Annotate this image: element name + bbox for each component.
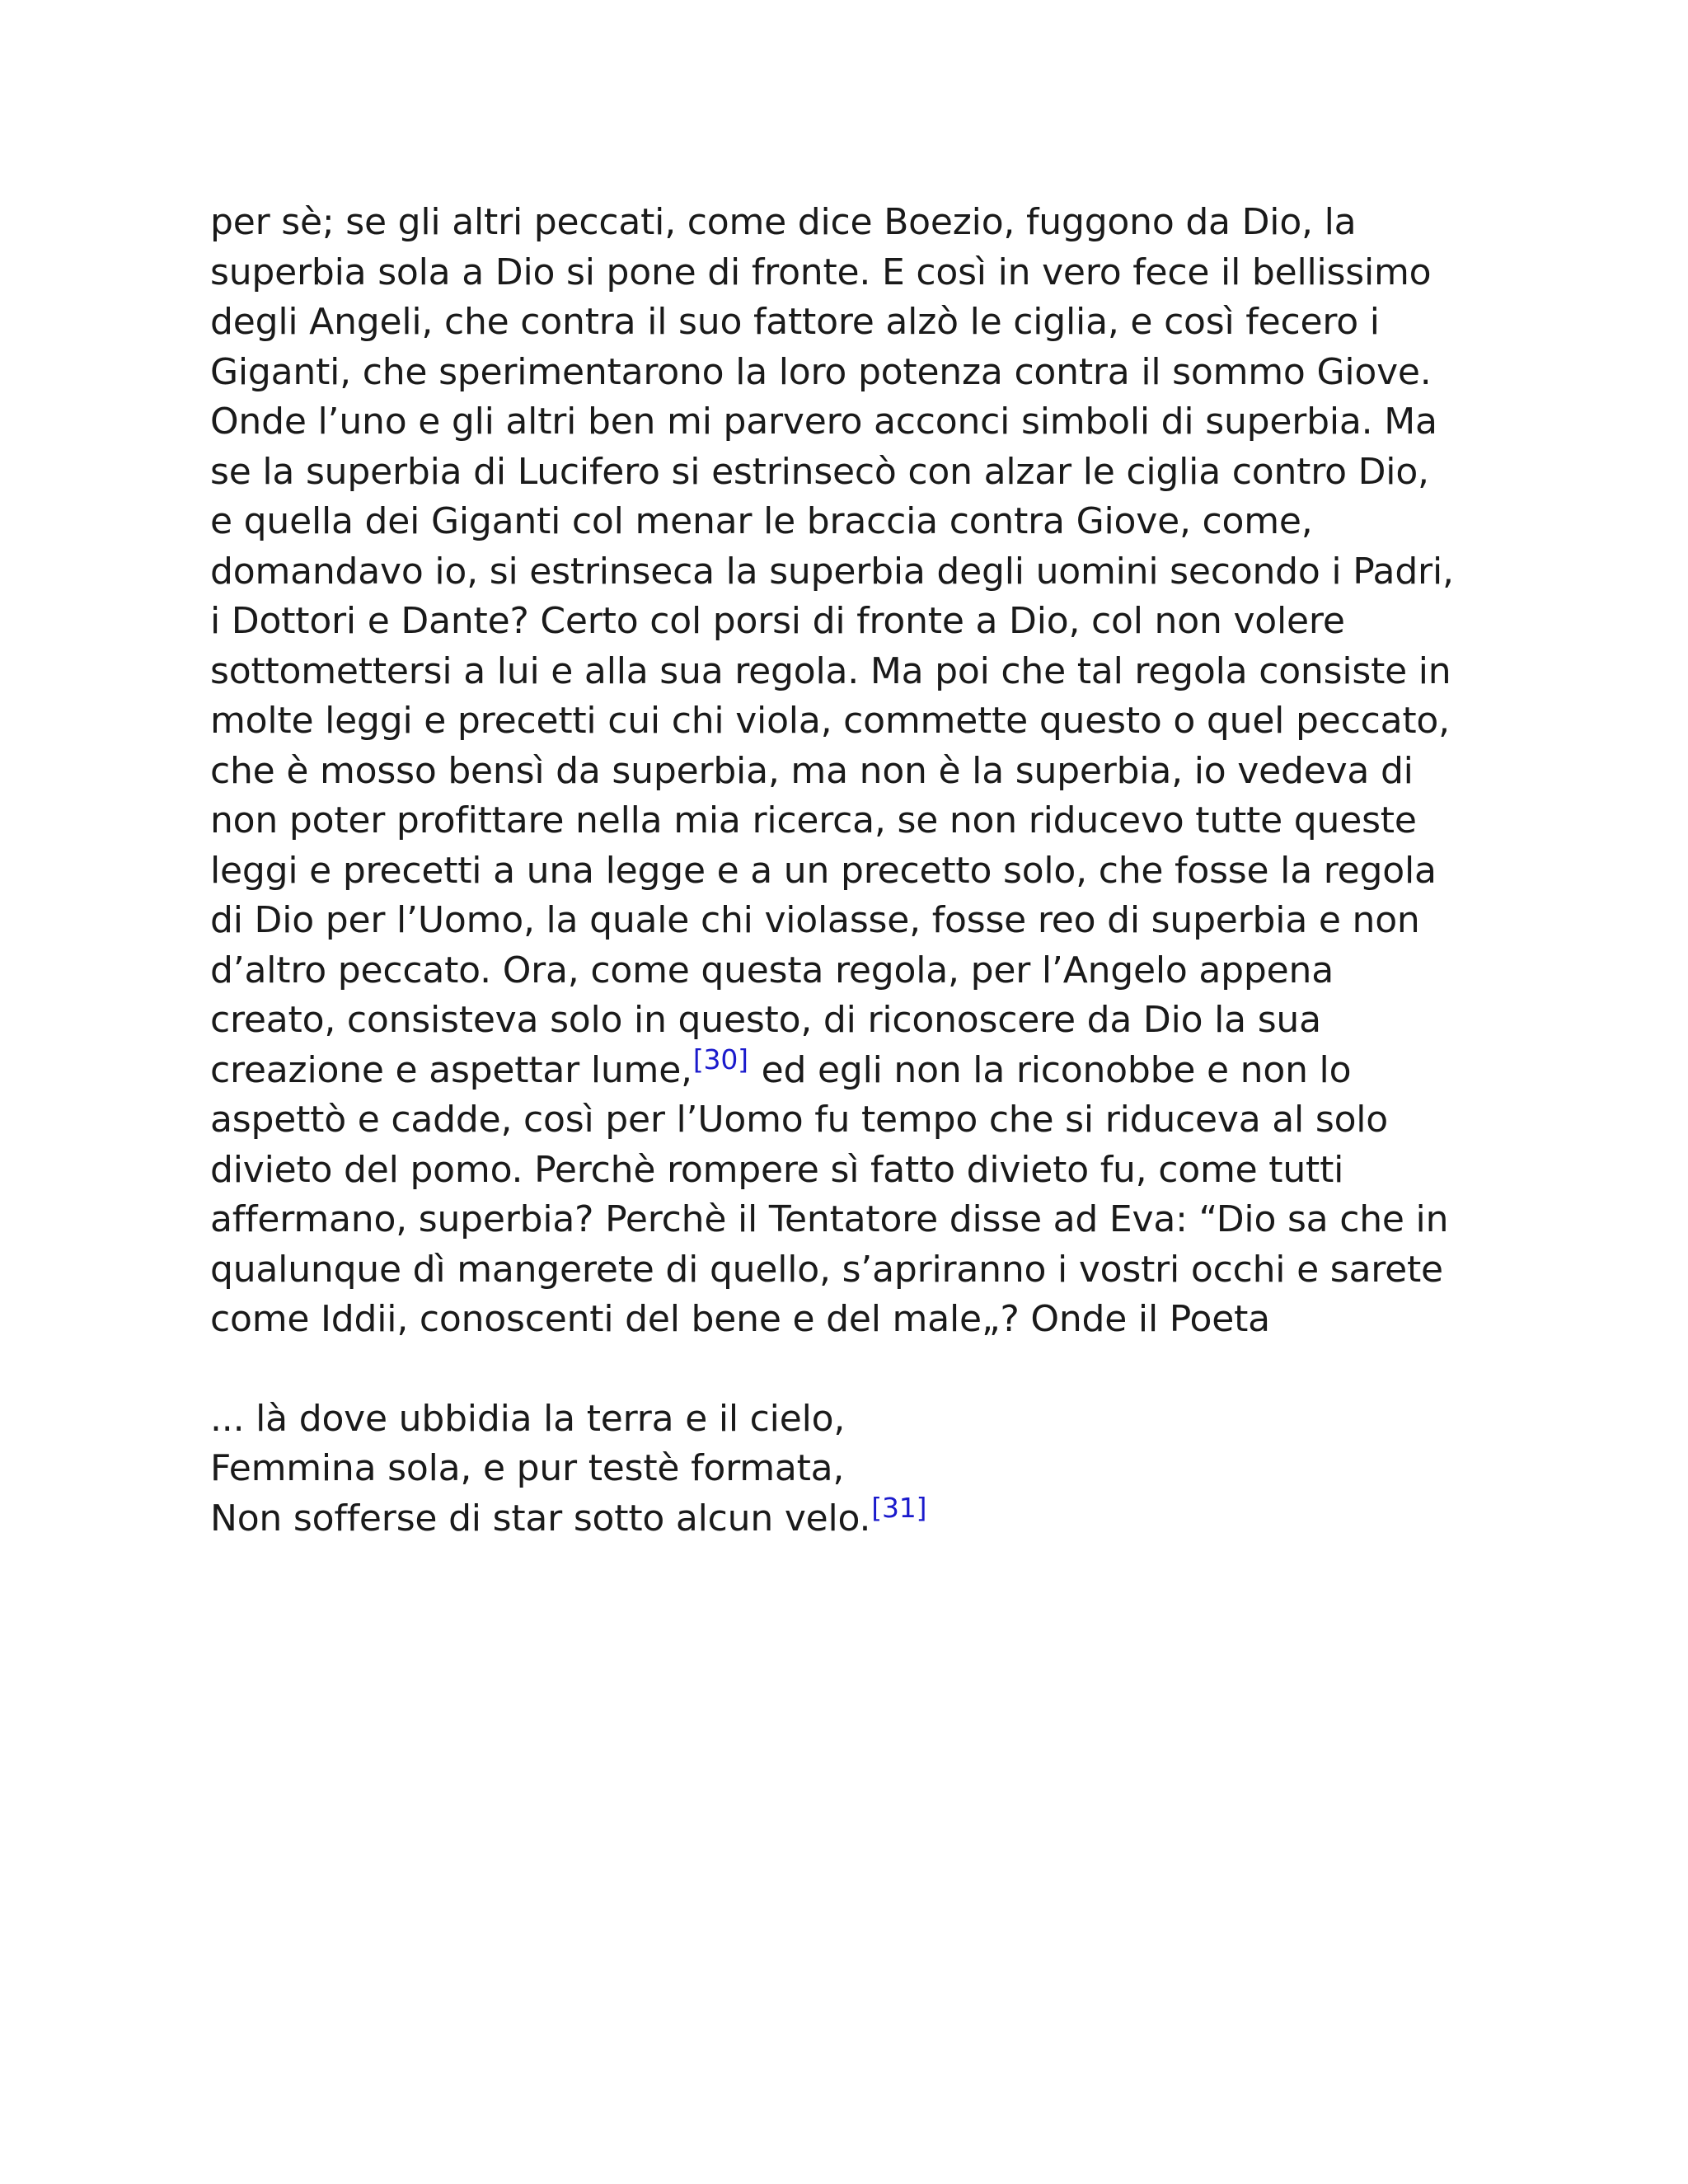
text-line: molte leggi e precetti cui chi viola, commette questo o quel peccato, bbox=[210, 700, 1450, 742]
text-line: di Dio per l’Uomo, la quale chi violasse, fosse reo di superbia e non bbox=[210, 899, 1420, 941]
verse-line: Femmina sola, e pur testè formata, bbox=[210, 1447, 845, 1489]
text-line: domandavo io, si estrinseca la superbia degli uomini secondo i Padri, bbox=[210, 550, 1454, 593]
text-line: Onde l’uno e gli altri ben mi parvero acconci simboli di superbia. Ma bbox=[210, 401, 1437, 443]
text-line: divieto del pomo. Perchè rompere sì fatto divieto fu, come tutti bbox=[210, 1148, 1344, 1191]
verse-quote bbox=[210, 1394, 1496, 1544]
text-line-with-footnote bbox=[210, 1043, 1496, 1096]
text-line: creato, consisteva solo in questo, di riconoscere da Dio la sua bbox=[210, 999, 1321, 1041]
text-line: affermano, superbia? Perchè il Tentatore disse ad Eva: “Dio sa che in bbox=[210, 1198, 1449, 1240]
text-line: per sè; se gli altri peccati, come dice Boezio, fuggono da Dio, la bbox=[210, 201, 1357, 243]
text-line: e quella dei Giganti col menar le braccia contra Giove, come, bbox=[210, 500, 1313, 542]
text-line: non poter profittare nella mia ricerca, se non riducevo tutte queste bbox=[210, 799, 1417, 841]
text-line: che è mosso bensì da superbia, ma non è la superbia, io vedeva di bbox=[210, 749, 1414, 792]
text-line: d’altro peccato. Ora, come questa regola, per l’Angelo appena bbox=[210, 949, 1334, 991]
text-segment: creazione e aspettar lume, bbox=[210, 1048, 692, 1091]
text-segment: Non sofferse di star sotto alcun velo. bbox=[210, 1497, 871, 1540]
text-line: Giganti, che sperimentarono la loro potenza contra il sommo Giove. bbox=[210, 350, 1432, 393]
text-line: qualunque dì mangerete di quello, s’apriranno i vostri occhi e sarete bbox=[210, 1248, 1443, 1291]
text-line: se la superbia di Lucifero si estrinsecò con alzar le ciglia contro Dio, bbox=[210, 450, 1429, 493]
verse-line-with-footnote bbox=[210, 1491, 1496, 1544]
text-line: come Iddii, conoscenti del bene e del male„? Onde il Poeta bbox=[210, 1298, 1270, 1340]
text-line: superbia sola a Dio si pone di fronte. E così in vero fece il bellissimo bbox=[210, 251, 1432, 293]
text-line: i Dottori e Dante? Certo col porsi di fronte a Dio, col non volere bbox=[210, 600, 1345, 642]
verse-line: ... là dove ubbidia la terra e il cielo, bbox=[210, 1397, 846, 1440]
body-paragraph bbox=[210, 198, 1496, 1345]
text-line: sottomettersi a lui e alla sua regola. Ma poi che tal regola consiste in bbox=[210, 649, 1451, 692]
page-content bbox=[210, 198, 1496, 1544]
footnote-link-31[interactable]: [31] bbox=[871, 1491, 927, 1524]
text-line: aspettò e cadde, così per l’Uomo fu tempo che si riduceva al solo bbox=[210, 1099, 1389, 1141]
text-segment: ed egli non la riconobbe e non lo bbox=[749, 1048, 1352, 1091]
footnote-link-30[interactable]: [30] bbox=[692, 1043, 748, 1076]
text-line: leggi e precetti a una legge e a un precetto solo, che fosse la regola bbox=[210, 849, 1437, 892]
text-line: degli Angeli, che contra il suo fattore alzò le ciglia, e così fecero i bbox=[210, 301, 1380, 343]
